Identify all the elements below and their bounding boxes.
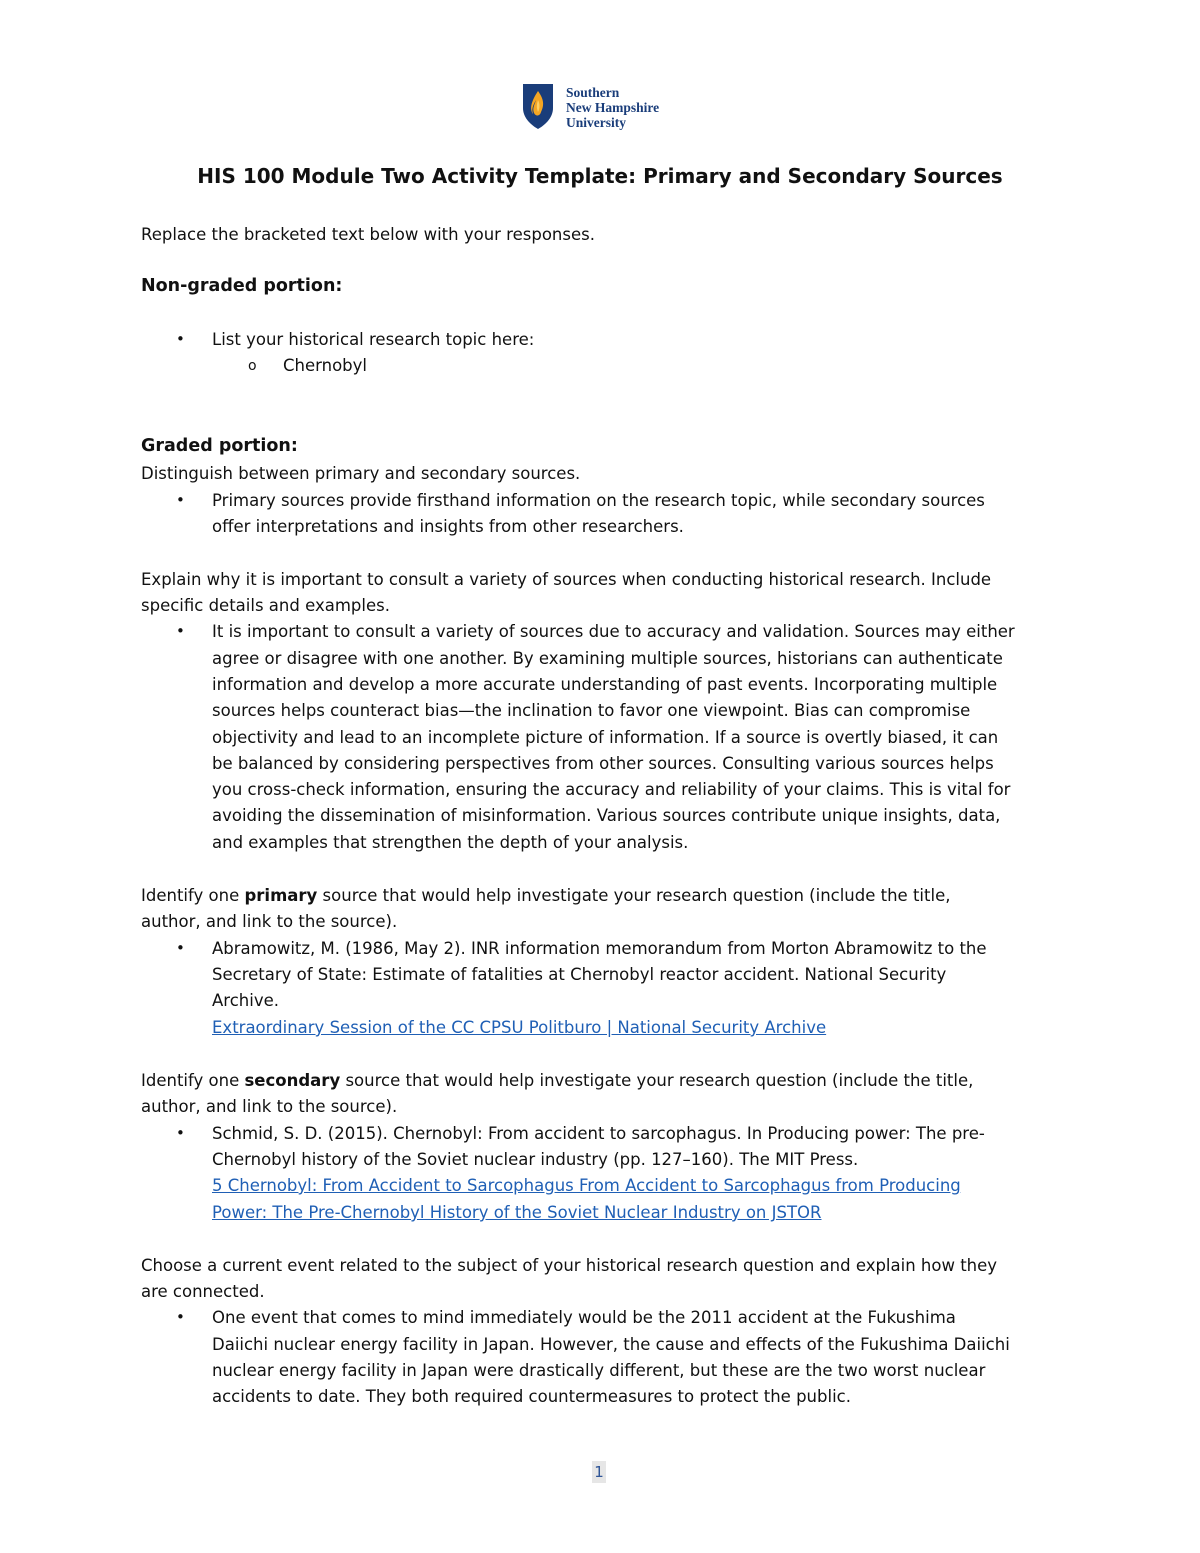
question-line bbox=[141, 1071, 973, 1090]
bullet-marker: • bbox=[176, 622, 185, 640]
question-emphasis: primary bbox=[244, 886, 318, 905]
logo-line-1: Southern bbox=[566, 85, 620, 100]
bullet-marker: • bbox=[176, 939, 185, 957]
answer-line: sources helps counteract bias—the inclination to favor one viewpoint. Bias can compromise bbox=[212, 701, 971, 720]
answer-line: It is important to consult a variety of sources due to accuracy and validation. Sources may either bbox=[212, 622, 1015, 641]
nongraded-heading: Non-graded portion: bbox=[141, 276, 343, 296]
citation-line: Chernobyl history of the Soviet nuclear industry (pp. 127–160). The MIT Press. bbox=[212, 1150, 859, 1169]
question-1: Distinguish between primary and secondary sources. bbox=[141, 464, 581, 483]
question-line bbox=[141, 886, 950, 905]
answer-line: you cross-check information, ensuring the accuracy and reliability of your claims. This is vital for bbox=[212, 780, 1011, 799]
citation-line: Schmid, S. D. (2015). Chernobyl: From accident to sarcophagus. In Producing power: The pre- bbox=[212, 1124, 985, 1143]
answer-line: nuclear energy facility in Japan were drastically different, but these are the two worst nuclear bbox=[212, 1361, 986, 1380]
citation-line: Archive. bbox=[212, 991, 279, 1010]
answer-line: and examples that strengthen the depth of your analysis. bbox=[212, 833, 689, 852]
graded-heading: Graded portion: bbox=[141, 436, 298, 456]
answer-line: information and develop a more accurate understanding of past events. Incorporating multiple bbox=[212, 675, 998, 694]
secondary-source-link-line bbox=[212, 1203, 822, 1222]
answer-line: accidents to date. They both required countermeasures to protect the public. bbox=[212, 1387, 851, 1406]
primary-source-link-line bbox=[212, 1018, 826, 1037]
answer-line: offer interpretations and insights from other researchers. bbox=[212, 517, 684, 536]
question-emphasis: secondary bbox=[244, 1071, 341, 1090]
university-logo bbox=[521, 82, 659, 130]
answer-line: objectivity and lead to an incomplete picture of information. If a source is overtly biased, it can bbox=[212, 728, 999, 747]
question-text: Identify one bbox=[141, 1071, 245, 1090]
answer-line: Primary sources provide firsthand information on the research topic, while secondary sources bbox=[212, 491, 985, 510]
logo-line-2: New Hampshire bbox=[566, 100, 660, 115]
secondary-source-link-continued[interactable]: Power: The Pre-Chernobyl History of the Soviet Nuclear Industry on JSTOR bbox=[212, 1203, 822, 1222]
document-title: HIS 100 Module Two Activity Template: Primary and Secondary Sources bbox=[197, 164, 1003, 188]
question-line: are connected. bbox=[141, 1282, 265, 1301]
question-line: author, and link to the source). bbox=[141, 912, 398, 931]
answer-line: agree or disagree with one another. By examining multiple sources, historians can authenticate bbox=[212, 649, 1003, 668]
intro-text: Replace the bracketed text below with your responses. bbox=[141, 225, 595, 244]
secondary-source-link[interactable]: 5 Chernobyl: From Accident to Sarcophagus From Accident to Sarcophagus from Producing bbox=[212, 1176, 961, 1195]
answer-line: Daiichi nuclear energy facility in Japan. However, the cause and effects of the Fukushima Daiichi bbox=[212, 1335, 1010, 1354]
question-text: source that would help investigate your research question (include the title, bbox=[340, 1071, 974, 1090]
sub-bullet-marker: o bbox=[248, 358, 257, 374]
question-text: Identify one bbox=[141, 886, 245, 905]
question-text: source that would help investigate your research question (include the title, bbox=[317, 886, 951, 905]
question-line: Choose a current event related to the subject of your historical research question and explain how they bbox=[141, 1256, 998, 1275]
question-line: Explain why it is important to consult a variety of sources when conducting historical research. Include bbox=[141, 570, 992, 589]
answer-line: be balanced by considering perspectives from other sources. Consulting various sources helps bbox=[212, 754, 994, 773]
question-line: specific details and examples. bbox=[141, 596, 390, 615]
citation-line: Abramowitz, M. (1986, May 2). INR information memorandum from Morton Abramowitz to the bbox=[212, 939, 987, 958]
answer-line: avoiding the dissemination of misinformation. Various sources contribute unique insights, data, bbox=[212, 806, 1001, 825]
question-line: author, and link to the source). bbox=[141, 1097, 398, 1116]
shield-flame-icon bbox=[521, 82, 555, 130]
logo-line-3: University bbox=[566, 115, 626, 130]
citation-line: Secretary of State: Estimate of fatalities at Chernobyl reactor accident. National Security bbox=[212, 965, 947, 984]
bullet-marker: • bbox=[176, 330, 185, 348]
topic-answer: Chernobyl bbox=[283, 356, 367, 375]
page-number: 1 bbox=[592, 1461, 606, 1483]
bullet-marker: • bbox=[176, 491, 185, 509]
secondary-source-link-line bbox=[212, 1176, 961, 1195]
bullet-marker: • bbox=[176, 1124, 185, 1142]
logo-wordmark bbox=[566, 85, 659, 130]
topic-prompt: List your historical research topic here: bbox=[212, 330, 535, 349]
primary-source-link[interactable]: Extraordinary Session of the CC CPSU Politburo | National Security Archive bbox=[212, 1018, 827, 1037]
bullet-marker: • bbox=[176, 1308, 185, 1326]
answer-line: One event that comes to mind immediately would be the 2011 accident at the Fukushima bbox=[212, 1308, 956, 1327]
